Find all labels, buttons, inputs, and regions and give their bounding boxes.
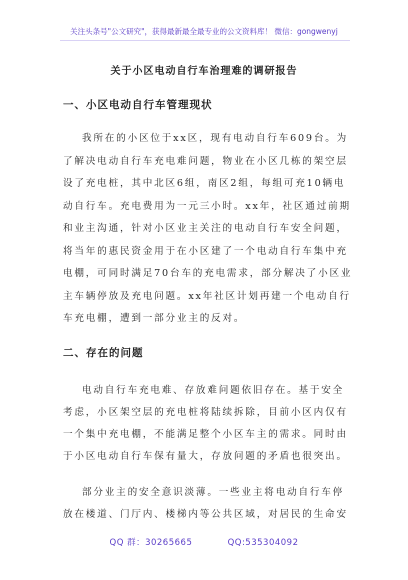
section-1-line: 了解决电动自行车充电难问题，物业在小区几栋的架空层: [63, 156, 348, 167]
section-1-heading: 一、小区电动自行车管理现状: [63, 99, 213, 111]
section-1-line: 主车辆停放及充电问题。xx年社区计划再建一个电动自行: [63, 291, 351, 302]
header-divider: [60, 40, 350, 41]
footer-qq-group: QQ 群：30265665: [109, 538, 193, 548]
section-2-heading: 二、存在的问题: [63, 347, 144, 359]
section-1-line: 动自行车。充电费用为一元三小时。xx年，社区通过前期: [63, 201, 351, 212]
document-title: 关于小区电动自行车治理难的调研报告: [110, 66, 298, 77]
section-2-line: 于小区电动自行车保有量大，存放问题的矛盾也很突出。: [63, 451, 348, 462]
section-2-line: 电动自行车充电难、存放难问题依旧存在。基于安全: [82, 385, 345, 396]
section-2-line: 部分业主的安全意识淡薄。一些业主将电动自行车停: [82, 487, 345, 498]
section-1-line: 电棚，可同时满足70台车的充电需求，部分解决了小区业: [63, 268, 353, 279]
section-2-line: 考虑，小区架空层的充电桩将陆续拆除，目前小区内仅有: [63, 407, 348, 418]
section-1-line: 和业主沟通，针对小区业主关注的电动自行车安全问题，: [63, 223, 348, 234]
section-1-line: 我所在的小区位于xx区，现有电动自行车609台。为: [82, 133, 349, 144]
section-1-line: 车充电棚，遭到一部分业主的反对。: [63, 313, 246, 324]
section-1-line: 设了充电桩，其中北区6组，南区2组，每组可充10辆电: [63, 178, 346, 189]
footer-qq: QQ:535304092: [227, 538, 299, 548]
header-note: 关注头条号"公文研究"，获得最新最全最专业的公文资料库！ 微信：gongwenyj: [70, 27, 338, 36]
section-2-line: 一个集中充电棚，不能满足整个小区车主的需求。同时由: [63, 429, 348, 440]
section-2-line: 放在楼道、门厅内、楼梯内等公共区域，对居民的生命安: [63, 509, 348, 520]
section-1-line: 将当年的惠民资金用于在小区建了一个电动自行车集中充: [63, 246, 348, 257]
footer: [0, 536, 408, 548]
